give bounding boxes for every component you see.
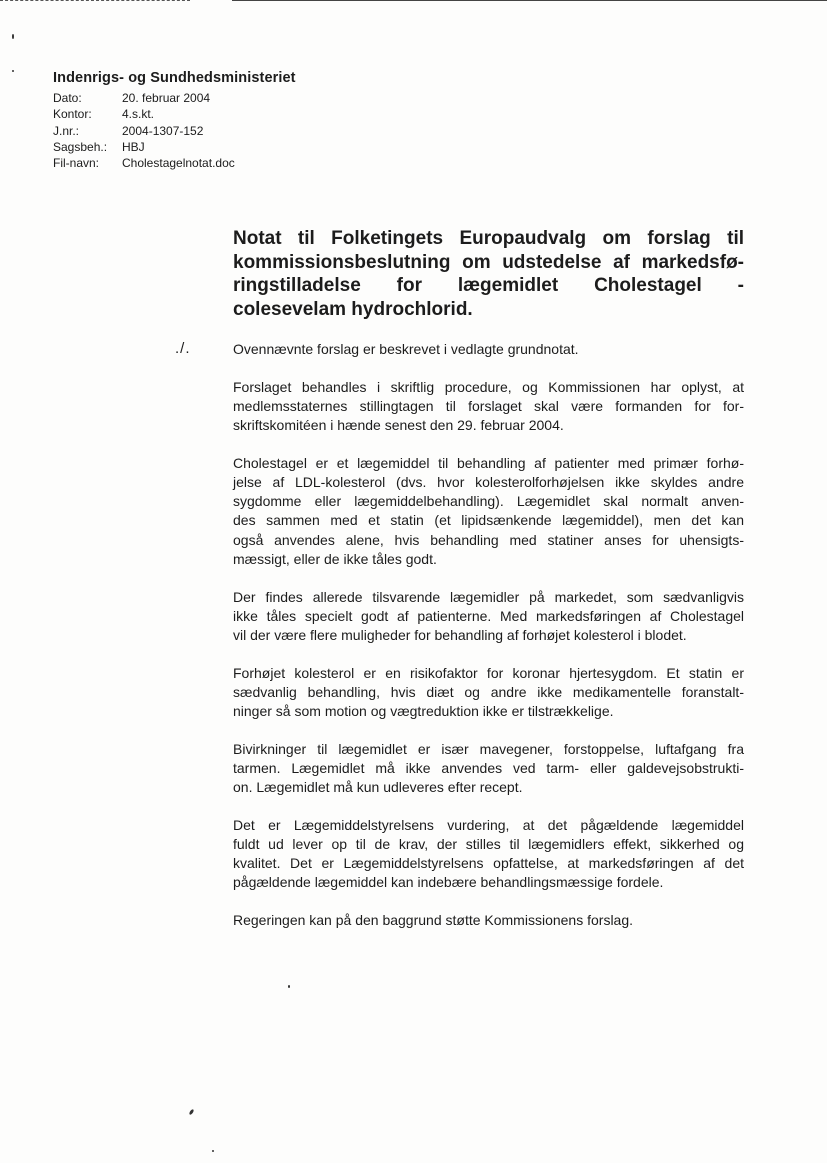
text-line: jelse af LDL-kolesterol (dvs. hvor kolesterolforhøjelsen ikke skyldes andre (233, 474, 744, 491)
text-line: Cholestagel er et lægemiddel til behandling af patienter med primær forhø- (233, 454, 744, 471)
title-line: ringstilladelse for lægemidlet Cholestagel - (233, 275, 744, 296)
scan-speck (288, 985, 290, 988)
scan-speck (12, 34, 14, 39)
meta-label: Dato: (53, 91, 82, 105)
meta-row-date (53, 90, 235, 106)
meta-row-filename (53, 155, 235, 171)
text-line: medlemsstaternes stillingtagen til forslaget skal være formanden for for- (233, 397, 744, 414)
title-line: colesevelam hydrochlorid. (233, 298, 473, 320)
paragraph (233, 911, 744, 930)
ministry-name: Indenrigs- og Sundhedsministeriet (53, 70, 296, 86)
text-line: ninger så som motion og vægtreduktion ikke er tilstrækkelige. (233, 703, 614, 720)
text-line: skriftskomitéen i hænde senest den 29. februar 2004. (233, 417, 564, 434)
meta-value: 20. februar 2004 (122, 91, 211, 105)
text-line: des sammen med et statin (et lipidsænkende lægemiddel), men det kan (233, 512, 744, 529)
text-line: fuldt ud lever op til de krav, der stilles til lægemidlers effekt, sikkerhed og (233, 836, 744, 853)
text-line: pågældende lægemiddel kan indebære behandlingsmæssige fordele. (233, 874, 664, 891)
paragraph (233, 340, 744, 359)
meta-label: J.nr.: (53, 123, 80, 138)
meta-row-office (53, 106, 235, 122)
text-line: Bivirkninger til lægemidlet er især mavegener, forstoppelse, luftafgang fra (233, 740, 744, 757)
text-line: vil der være flere muligheder for behandling af forhøjet kolesterol i blodet. (233, 626, 687, 643)
title-line: kommissionsbeslutning om udstedelse af markedsfø- (233, 251, 744, 273)
scan-speck (212, 1150, 214, 1152)
text-line: ikke tåles specielt godt af patienterne. Med markedsføringen af Cholestagel (233, 607, 744, 624)
title-line: Notat til Folketingets Europaudvalg om forslag til (233, 228, 744, 249)
meta-value: 4.s.kt. (122, 107, 155, 122)
paragraph (233, 588, 744, 646)
meta-label: Sagsbeh.: (53, 139, 108, 154)
text-line: Det er Lægemiddelstyrelsens vurdering, at det pågældende lægemiddel (233, 816, 744, 833)
meta-label: Kontor: (53, 107, 92, 122)
scan-border-right (232, 0, 827, 1)
scan-speck (12, 70, 14, 72)
meta-value: 2004-1307-152 (122, 123, 204, 138)
text-line: også anvendes alene, hvis behandling med statiner anses for uhensigts- (233, 531, 744, 548)
text-line: tarmen. Lægemidlet må ikke anvendes ved tarm- eller galdevejsobstrukti- (233, 759, 744, 776)
document-title (233, 227, 744, 321)
meta-value: Cholestagelnotat.doc (122, 156, 235, 171)
text-line: Forslaget behandles i skriftlig procedure, og Kommissionen har oplyst, at (233, 378, 744, 395)
scan-border-left (0, 0, 190, 2)
scan-speck (189, 1109, 195, 1116)
text-line: kvalitet. Det er Lægemiddelstyrelsens opfattelse, at markedsføringen af det (233, 855, 744, 872)
meta-label: Fil-navn: (53, 156, 100, 171)
text-line: Der findes allerede tilsvarende lægemidler på markedet, som sædvanligvis (233, 588, 744, 605)
text-line: Regeringen kan på den baggrund støtte Kommissionens forslag. (233, 912, 634, 929)
paragraph (233, 664, 744, 722)
paragraph (233, 816, 744, 893)
text-line: Forhøjet kolesterol er en risikofaktor for koronar hjertesygdom. Et statin er (233, 664, 744, 681)
document-body (233, 340, 744, 949)
text-line: sygdomme eller lægemiddelbehandling). Lægemidlet skal normalt anven- (233, 493, 744, 510)
paragraph (233, 740, 744, 798)
text-line: mæssigt, eller de ikke tåles godt. (233, 550, 437, 567)
meta-row-journal (53, 123, 235, 139)
paragraph (233, 454, 744, 569)
text-line: Ovennævnte forslag er beskrevet i vedlagte grundnotat. (233, 341, 579, 357)
meta-row-caseworker (53, 139, 235, 155)
text-line: on. Lægemidlet må kun udleveres efter recept. (233, 779, 523, 796)
attachment-mark: ./. (175, 340, 191, 357)
meta-value: HBJ (122, 139, 145, 154)
paragraph (233, 378, 744, 436)
document-metadata (53, 90, 235, 171)
text-line: sædvanlig behandling, hvis diæt og andre ikke medikamentelle foranstalt- (233, 683, 744, 700)
